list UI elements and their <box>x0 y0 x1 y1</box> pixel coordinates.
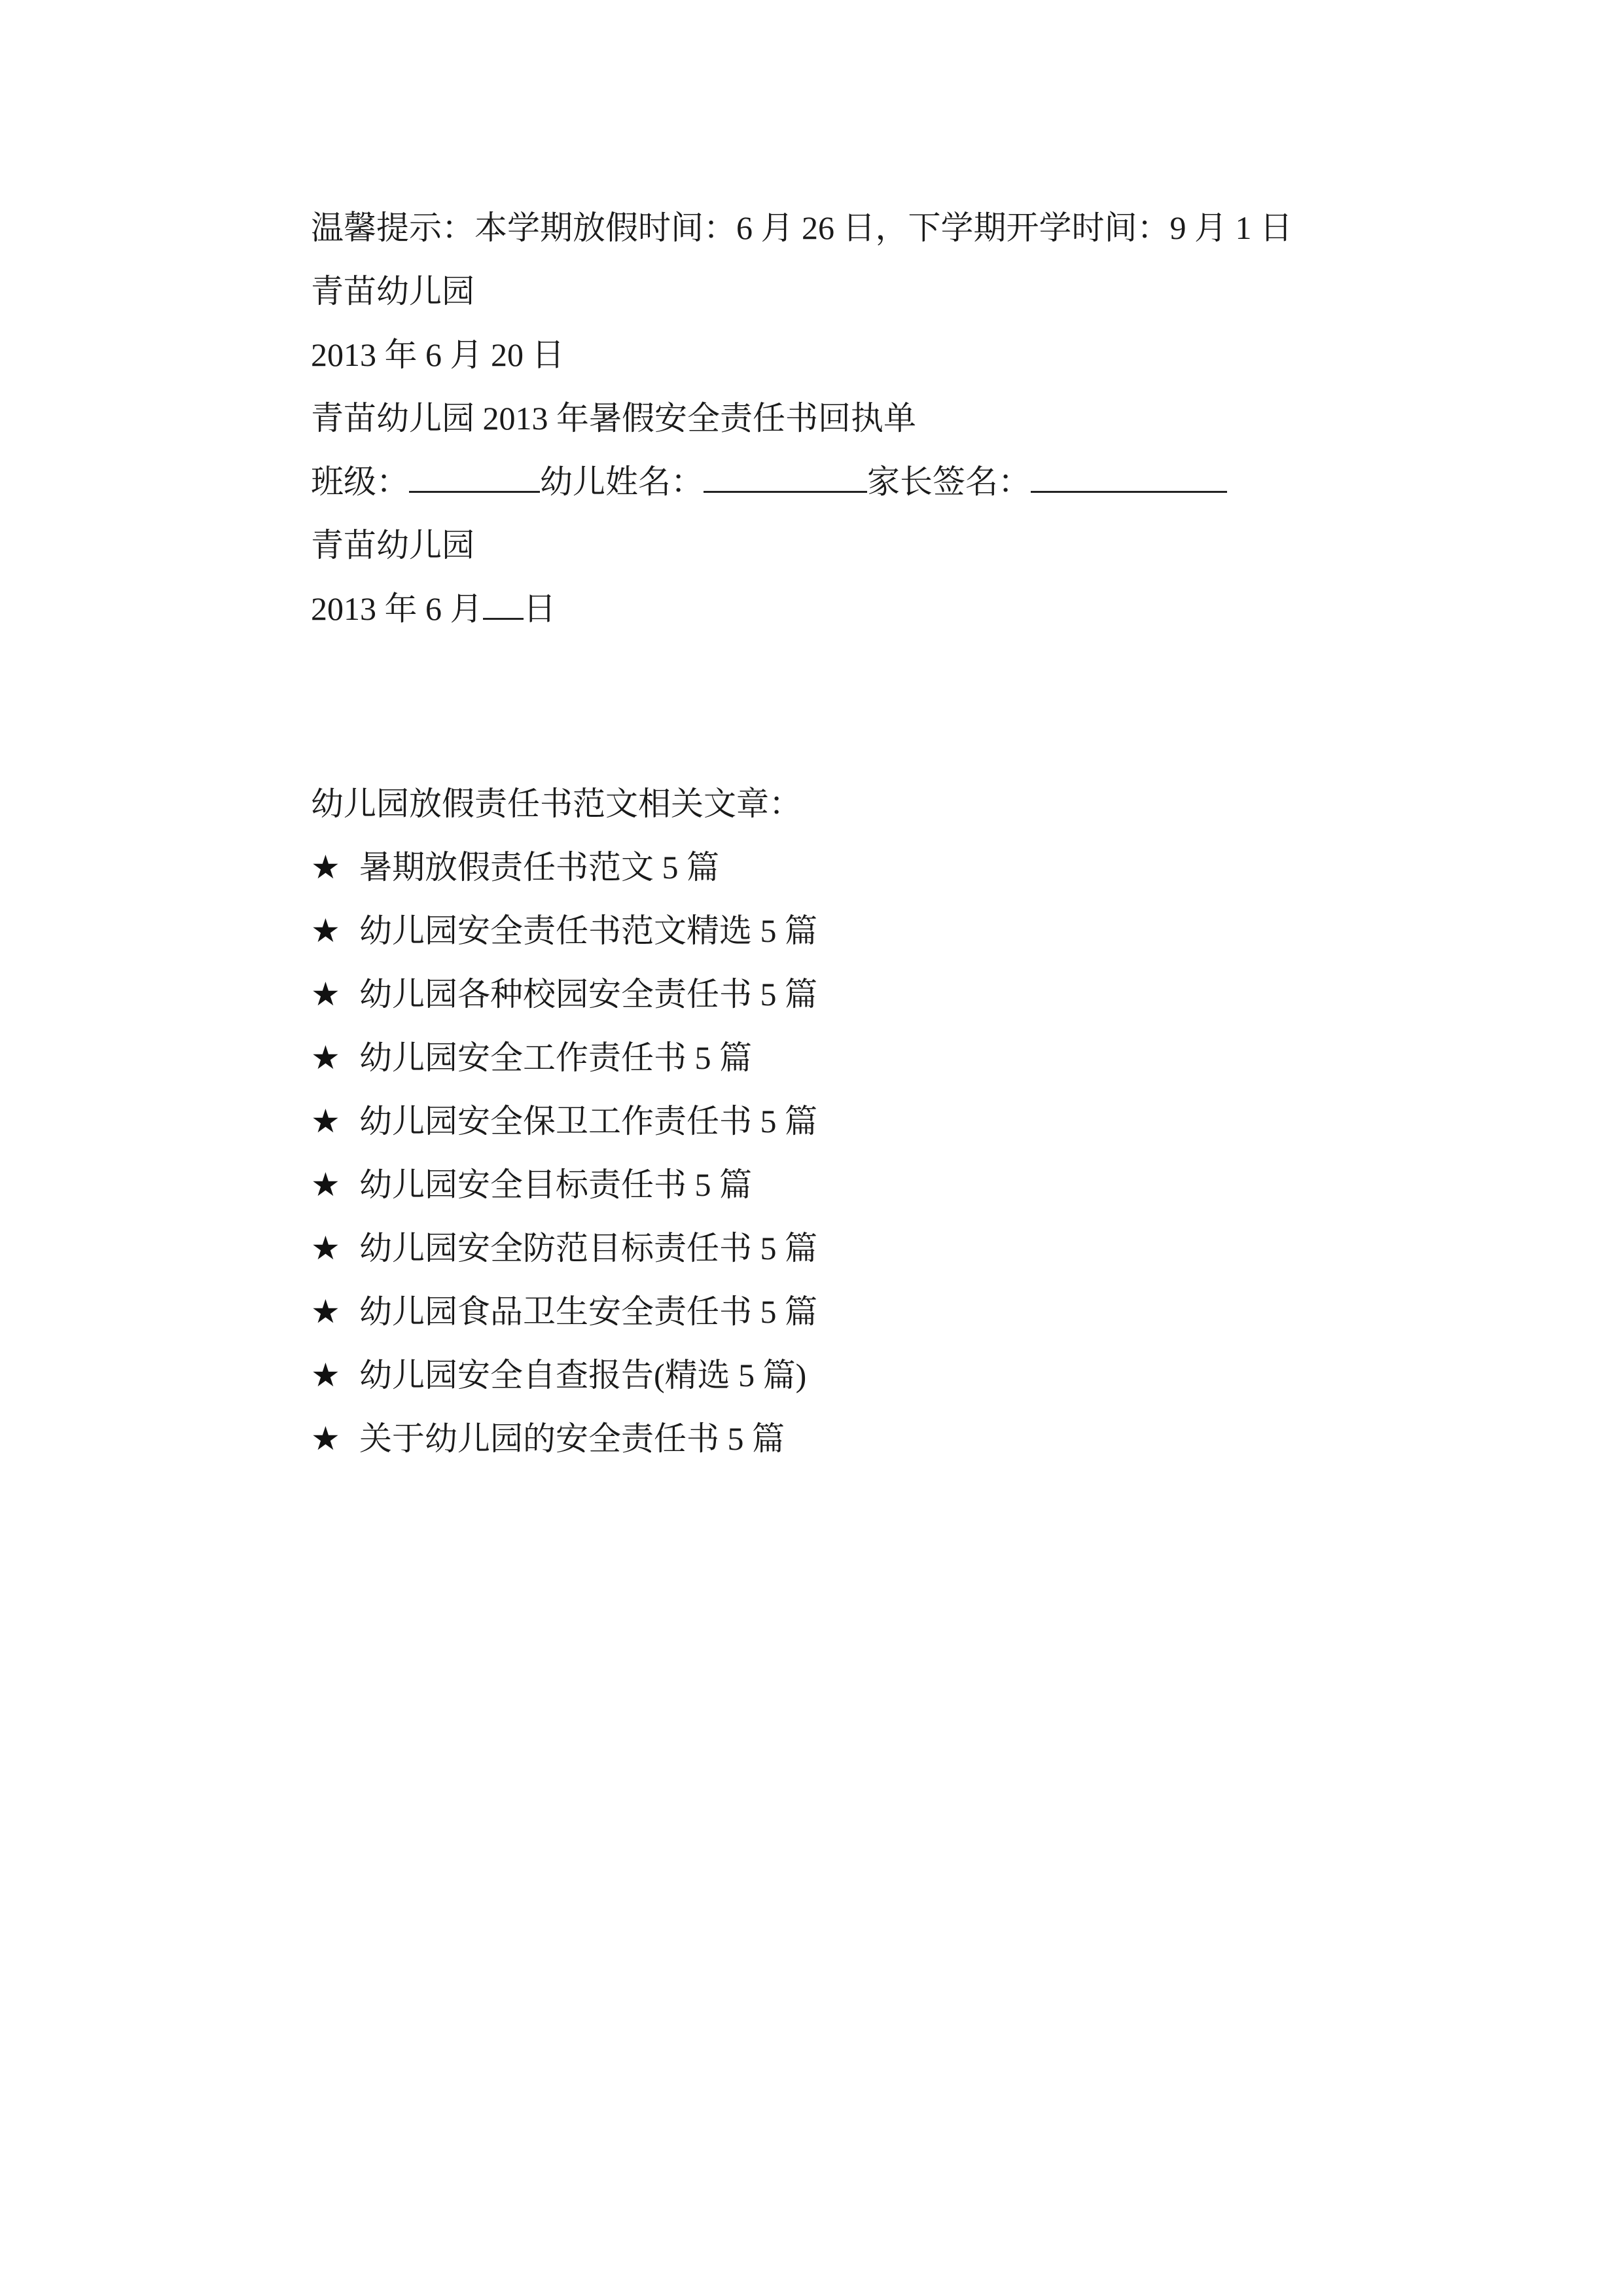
related-item[interactable] <box>311 963 1554 1026</box>
star-icon: ★ <box>311 849 340 886</box>
receipt-date-suffix: 日 <box>523 590 556 627</box>
related-item[interactable] <box>311 1344 1554 1407</box>
related-item-label[interactable]: 幼儿园安全保卫工作责任书 5 篇 <box>359 1103 817 1139</box>
related-item[interactable] <box>311 1280 1554 1344</box>
star-icon: ★ <box>311 1420 340 1457</box>
related-item[interactable] <box>311 1153 1554 1217</box>
star-icon: ★ <box>311 1230 340 1266</box>
related-item-label[interactable]: 幼儿园安全目标责任书 5 篇 <box>359 1166 752 1203</box>
child-name-blank-line[interactable] <box>704 453 867 493</box>
related-item[interactable] <box>311 1026 1554 1090</box>
related-item-label[interactable]: 关于幼儿园的安全责任书 5 篇 <box>359 1420 785 1457</box>
receipt-date-row <box>311 577 1554 641</box>
class-label: 班级： <box>311 463 409 500</box>
notice-signature-date: 2013 年 6 月 20 日 <box>311 336 565 373</box>
related-item-label[interactable]: 暑期放假责任书范文 5 篇 <box>359 849 719 886</box>
receipt-fields-row <box>311 450 1554 514</box>
notice-section <box>311 196 1554 641</box>
related-item[interactable] <box>311 1217 1554 1280</box>
star-icon: ★ <box>311 976 340 1013</box>
star-icon: ★ <box>311 1039 340 1076</box>
star-icon: ★ <box>311 912 340 949</box>
related-articles-section <box>311 772 1554 1471</box>
notice-signature-org: 青苗幼儿园 <box>311 273 474 310</box>
related-heading: 幼儿园放假责任书范文相关文章： <box>311 785 802 822</box>
receipt-date-prefix: 2013 年 6 月 <box>311 590 483 627</box>
related-item[interactable] <box>311 1407 1554 1471</box>
star-icon: ★ <box>311 1293 340 1330</box>
related-item-label[interactable]: 幼儿园安全工作责任书 5 篇 <box>359 1039 752 1076</box>
receipt-org: 青苗幼儿园 <box>311 527 474 564</box>
class-blank-line[interactable] <box>409 453 540 493</box>
related-item[interactable] <box>311 836 1554 899</box>
star-icon: ★ <box>311 1103 340 1139</box>
parent-sign-label: 家长签名： <box>867 463 1031 500</box>
related-item-label[interactable]: 幼儿园食品卫生安全责任书 5 篇 <box>359 1293 817 1330</box>
receipt-title: 青苗幼儿园 2013 年暑假安全责任书回执单 <box>311 400 916 437</box>
related-item-label[interactable]: 幼儿园各种校园安全责任书 5 篇 <box>359 976 817 1013</box>
holiday-notice: 温馨提示：本学期放假时间：6 月 26 日，下学期开学时间：9 月 1 日 <box>311 209 1293 246</box>
child-name-label: 幼儿姓名： <box>540 463 704 500</box>
receipt-day-blank-line[interactable] <box>483 580 524 620</box>
related-item-label[interactable]: 幼儿园安全防范目标责任书 5 篇 <box>359 1230 817 1266</box>
related-list <box>311 836 1554 1471</box>
related-item-label[interactable]: 幼儿园安全自查报告(精选 5 篇) <box>359 1357 807 1393</box>
star-icon: ★ <box>311 1166 340 1203</box>
related-item[interactable] <box>311 1090 1554 1153</box>
star-icon: ★ <box>311 1357 340 1393</box>
related-item[interactable] <box>311 899 1554 963</box>
parent-sign-blank-line[interactable] <box>1031 453 1227 493</box>
related-item-label[interactable]: 幼儿园安全责任书范文精选 5 篇 <box>359 912 817 949</box>
